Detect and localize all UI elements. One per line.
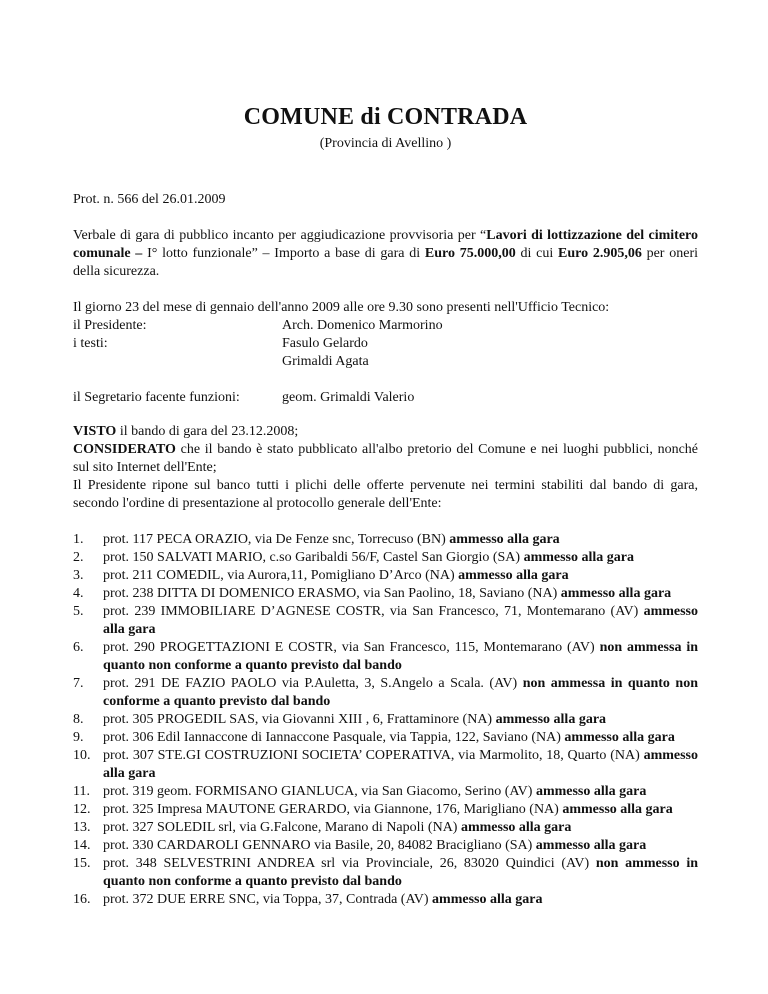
list-item — [73, 837, 698, 855]
list-item-text — [103, 567, 698, 585]
testi-row — [73, 335, 698, 353]
offer-outcome: ammesso alla gara — [564, 730, 675, 745]
list-item — [73, 531, 698, 549]
offer-description: prot. 306 Edil Iannaccone di Iannaccone Pasquale, via Tappia, 122, Saviano (NA) — [103, 730, 565, 745]
list-item — [73, 747, 698, 783]
list-item-text — [103, 531, 698, 549]
list-item — [73, 891, 698, 909]
verbale-text: Verbale di gara di pubblico incanto per aggiudicazione provvisoria per “ — [73, 228, 487, 243]
list-item-number: 6. — [73, 640, 84, 655]
offer-outcome: ammesso alla gara — [449, 532, 560, 547]
testi-row — [73, 353, 698, 371]
empty-label — [73, 353, 282, 371]
offer-outcome: non ammessa in quanto non conforme a quanto previsto dal bando — [103, 676, 698, 709]
offer-outcome: ammesso alla gara — [560, 586, 672, 601]
list-item-text — [103, 585, 698, 603]
offer-outcome: ammesso alla gara — [562, 802, 673, 817]
verbale-works-title: Lavori di lottizzazione del cimitero comunale – — [73, 228, 698, 261]
list-item-number: 7. — [73, 676, 84, 691]
page-subtitle: (Provincia di Avellino ) — [319, 136, 452, 151]
offer-outcome: ammesso alla gara — [460, 820, 572, 835]
segretario-row — [73, 389, 698, 407]
list-item-text — [103, 747, 698, 783]
list-item-number: 10. — [73, 748, 91, 763]
offer-outcome: ammesso alla gara — [103, 604, 698, 637]
list-item-number: 9. — [73, 730, 84, 745]
considerato-text: che il bando è stato pubblicato all'albo pretorio del Comune e nei luoghi pubblici, nonché sul sito Internet dell'Ente; — [73, 442, 698, 475]
list-item-text — [103, 855, 698, 891]
verbale-paragraph — [73, 227, 698, 281]
offer-description: prot. 348 SELVESTRINI ANDREA srl via Provinciale, 26, 83020 Quindici (AV) — [103, 856, 596, 871]
offer-description: prot. 238 DITTA DI DOMENICO ERASMO, via San Paolino, 18, Saviano (NA) — [103, 586, 561, 601]
verbale-text: per oneri della sicurezza. — [73, 246, 698, 279]
verbale-safety-amount: Euro 2.905,06 — [558, 246, 642, 261]
list-item-number: 16. — [73, 892, 91, 907]
offer-description: prot. 325 Impresa MAUTONE GERARDO, via Giannone, 176, Marigliano (NA) — [103, 802, 563, 817]
teste-name: Grimaldi Agata — [282, 354, 369, 369]
list-item-number: 4. — [73, 586, 84, 601]
list-item-number: 2. — [73, 550, 84, 565]
list-item-text — [103, 819, 698, 837]
list-item-text — [103, 837, 698, 855]
verbale-text: di cui — [515, 246, 558, 261]
visto-keyword: VISTO — [73, 424, 117, 439]
offer-description: prot. 305 PROGEDIL SAS, via Giovanni XIII , 6, Frattaminore (NA) — [103, 712, 496, 727]
list-item-number: 14. — [73, 838, 91, 853]
list-item-number: 13. — [73, 820, 91, 835]
offerte-list — [73, 531, 698, 909]
offer-outcome: ammesso alla gara — [535, 784, 647, 799]
list-item-number: 8. — [73, 712, 84, 727]
offer-description: prot. 307 STE.GI COSTRUZIONI SOCIETA’ COPERATIVA, via Marmolito, 18, Quarto (NA) — [103, 748, 644, 763]
presenti-section — [73, 299, 698, 407]
list-item — [73, 711, 698, 729]
list-item-text — [103, 891, 698, 909]
presidente-statement: Il Presidente ripone sul banco tutti i plichi delle offerte pervenute nei termini stabiliti dal bando di gara, secondo l'ordine di presentazione al protocollo generale dell'Ente: — [73, 478, 698, 511]
offer-outcome: ammesso alla gara — [432, 892, 543, 907]
list-item-text — [103, 603, 698, 639]
testi-label: i testi: — [73, 336, 108, 351]
offer-description: prot. 211 COMEDIL, via Aurora,11, Pomigliano D’Arco (NA) — [103, 568, 459, 583]
list-item — [73, 585, 698, 603]
list-item-number: 11. — [73, 784, 90, 799]
premesse-section — [73, 423, 698, 513]
offer-outcome: ammesso alla gara — [103, 748, 698, 781]
offer-description: prot. 291 DE FAZIO PAOLO via P.Auletta, 3, S.Angelo a Scala. (AV) — [103, 676, 523, 691]
list-item — [73, 783, 698, 801]
offer-outcome: non ammessa in quanto non conforme a quanto previsto dal bando — [103, 640, 698, 673]
list-item-text — [103, 549, 698, 567]
list-item — [73, 819, 698, 837]
offer-description: prot. 372 DUE ERRE SNC, via Toppa, 37, Contrada (AV) — [103, 892, 433, 907]
list-item-number: 12. — [73, 802, 91, 817]
segretario-name: geom. Grimaldi Valerio — [282, 390, 415, 405]
offer-description: prot. 239 IMMOBILIARE D’AGNESE COSTR, via San Francesco, 71, Montemarano (AV) — [103, 604, 644, 619]
presidente-label: il Presidente: — [73, 318, 147, 333]
offer-outcome: ammesso alla gara — [535, 838, 647, 853]
verbale-text: I° lotto funzionale” – Importo a base di gara di — [142, 246, 425, 261]
list-item — [73, 675, 698, 711]
presenti-intro: Il giorno 23 del mese di gennaio dell'anno 2009 alle ore 9.30 sono presenti nell'Ufficio Tecnico: — [73, 300, 610, 315]
considerato-keyword: CONSIDERATO — [73, 442, 176, 457]
presidente-row — [73, 317, 698, 335]
protocol-number: Prot. n. 566 del 26.01.2009 — [73, 192, 226, 207]
considerato-line — [73, 441, 698, 477]
offer-outcome: ammesso alla gara — [523, 550, 634, 565]
offer-description: prot. 290 PROGETTAZIONI E COSTR, via San Francesco, 115, Montemarano (AV) — [103, 640, 600, 655]
list-item — [73, 549, 698, 567]
list-item-text — [103, 675, 698, 711]
offer-description: prot. 150 SALVATI MARIO, c.so Garibaldi 56/F, Castel San Giorgio (SA) — [103, 550, 524, 565]
list-item — [73, 801, 698, 819]
offer-outcome: ammesso alla gara — [495, 712, 607, 727]
list-item — [73, 603, 698, 639]
teste-name: Fasulo Gelardo — [282, 336, 368, 351]
page-title: COMUNE di CONTRADA — [243, 104, 528, 130]
list-item-text — [103, 711, 698, 729]
offer-description: prot. 117 PECA ORAZIO, via De Fenze snc, Torrecuso (BN) — [103, 532, 450, 547]
list-item-number: 5. — [73, 604, 84, 619]
list-item — [73, 639, 698, 675]
list-item — [73, 567, 698, 585]
verbale-base-amount: Euro 75.000,00 — [424, 246, 516, 261]
segretario-label: il Segretario facente funzioni: — [73, 390, 240, 405]
offer-outcome: ammesso alla gara — [458, 568, 569, 583]
list-item-text — [103, 639, 698, 675]
list-item-number: 3. — [73, 568, 84, 583]
list-item-text — [103, 729, 698, 747]
visto-line — [73, 423, 698, 441]
list-item-text — [103, 783, 698, 801]
list-item — [73, 729, 698, 747]
visto-text: il bando di gara del 23.12.2008; — [116, 424, 299, 439]
offer-description: prot. 319 geom. FORMISANO GIANLUCA, via San Giacomo, Serino (AV) — [103, 784, 536, 799]
list-item-number: 1. — [73, 532, 84, 547]
list-item-number: 15. — [73, 856, 91, 871]
list-item-text — [103, 801, 698, 819]
list-item — [73, 855, 698, 891]
offer-outcome: non ammesso in quanto non conforme a quanto previsto dal bando — [103, 856, 699, 889]
presidente-name: Arch. Domenico Marmorino — [282, 318, 443, 333]
offer-description: prot. 330 CARDAROLI GENNARO via Basile, 20, 84082 Bracigliano (SA) — [103, 838, 536, 853]
offer-description: prot. 327 SOLEDIL srl, via G.Falcone, Marano di Napoli (NA) — [103, 820, 461, 835]
